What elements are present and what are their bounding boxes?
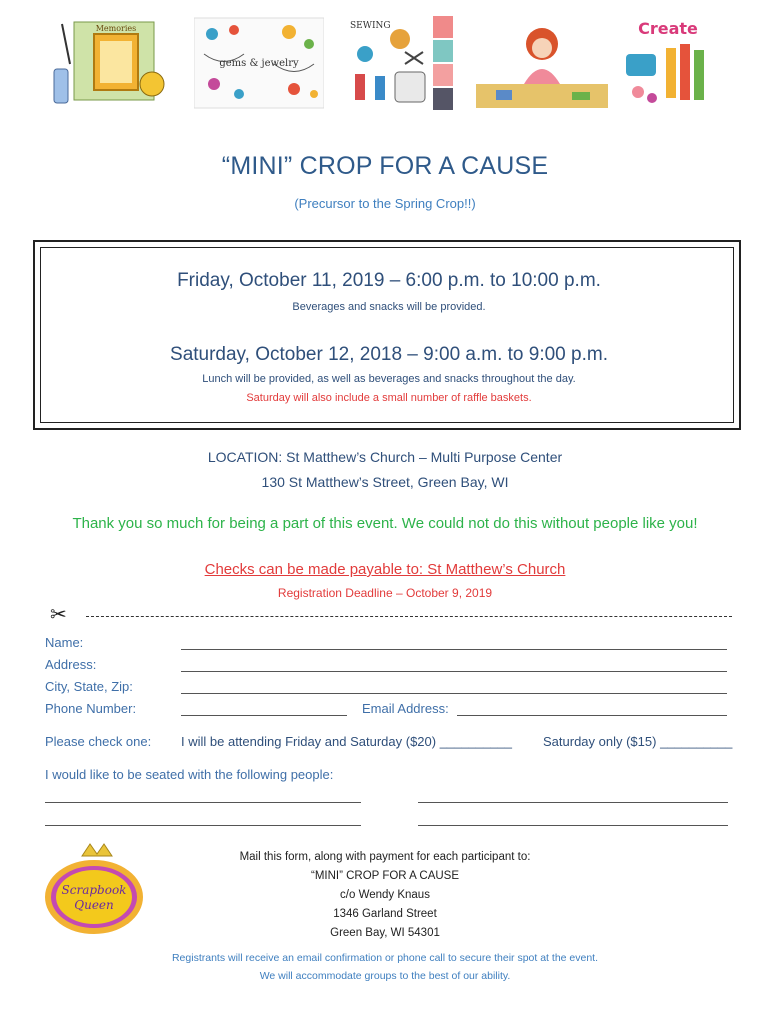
address-field[interactable] bbox=[181, 671, 727, 672]
check-one-label: Please check one: bbox=[45, 734, 152, 749]
mail-street: 1346 Garland Street bbox=[333, 908, 437, 920]
friday-heading: Friday, October 11, 2019 – 6:00 p.m. to 10:00 p.m. bbox=[177, 270, 601, 291]
option-saturday-only[interactable]: Saturday only ($15) __________ bbox=[543, 734, 733, 749]
location-line2: 130 St Matthew’s Street, Green Bay, WI bbox=[261, 474, 509, 490]
phone-field[interactable] bbox=[181, 715, 347, 716]
page-title: “MINI” CROP FOR A CAUSE bbox=[221, 152, 549, 180]
sewing-supplies-clipart bbox=[345, 14, 455, 110]
footer-groups: We will accommodate groups to the best of our ability. bbox=[259, 970, 511, 982]
schedule-box bbox=[33, 240, 741, 430]
seated-with-field-3[interactable] bbox=[45, 825, 361, 826]
mail-instructions: Mail this form, along with payment for each participant to: bbox=[239, 851, 531, 863]
scissors-icon: ✂ bbox=[50, 604, 67, 626]
location-line1: LOCATION: St Matthew’s Church – Multi Purpose Center bbox=[207, 449, 563, 465]
friday-note: Beverages and snacks will be provided. bbox=[292, 301, 486, 313]
svg-text:Scrapbook: Scrapbook bbox=[61, 883, 127, 897]
address-label: Address: bbox=[45, 657, 97, 672]
mail-event-name: “MINI” CROP FOR A CAUSE bbox=[310, 870, 460, 882]
sewing-text: SEWING bbox=[350, 21, 391, 31]
option-friday-saturday[interactable]: I will be attending Friday and Saturday ($20) __________ bbox=[181, 734, 512, 749]
seated-with-field-2[interactable] bbox=[418, 802, 728, 803]
mail-city: Green Bay, WI 54301 bbox=[330, 927, 440, 939]
email-label: Email Address: bbox=[362, 701, 449, 716]
saturday-raffle-note: Saturday will also include a small number of raffle baskets. bbox=[246, 392, 532, 404]
thank-you-message: Thank you so much for being a part of this event. We could not do this without people like you! bbox=[72, 515, 698, 532]
gems-jewelry-clipart bbox=[194, 14, 324, 110]
svg-text:Queen: Queen bbox=[74, 898, 114, 912]
cut-line bbox=[86, 616, 732, 617]
name-field[interactable] bbox=[181, 649, 727, 650]
seated-with-label: I would like to be seated with the following people: bbox=[45, 767, 334, 782]
memories-scrapbook-clipart bbox=[52, 14, 170, 110]
phone-label: Phone Number: bbox=[45, 701, 137, 716]
checks-payable: Checks can be made payable to: St Matthew’s Church bbox=[204, 561, 566, 578]
city-state-zip-label: City, State, Zip: bbox=[45, 679, 133, 694]
crafting-woman-clipart bbox=[476, 14, 608, 110]
subtitle: (Precursor to the Spring Crop!!) bbox=[294, 196, 476, 211]
city-state-zip-field[interactable] bbox=[181, 693, 727, 694]
saturday-heading: Saturday, October 12, 2018 – 9:00 a.m. to 9:00 p.m. bbox=[170, 344, 608, 365]
create-art-supplies-clipart bbox=[618, 14, 718, 110]
seated-with-field-1[interactable] bbox=[45, 802, 361, 803]
email-field[interactable] bbox=[457, 715, 727, 716]
gems-text: gems & jewelry bbox=[219, 58, 299, 69]
footer-confirmation: Registrants will receive an email confirmation or phone call to secure their spot at the event. bbox=[171, 952, 599, 964]
seated-with-field-4[interactable] bbox=[418, 825, 728, 826]
mail-recipient: c/o Wendy Knaus bbox=[340, 889, 430, 901]
saturday-note: Lunch will be provided, as well as beverages and snacks throughout the day. bbox=[202, 373, 576, 385]
memories-text: Memories bbox=[95, 24, 137, 33]
registration-deadline: Registration Deadline – October 9, 2019 bbox=[277, 586, 493, 600]
name-label: Name: bbox=[45, 635, 84, 650]
create-text: Create bbox=[638, 19, 698, 38]
